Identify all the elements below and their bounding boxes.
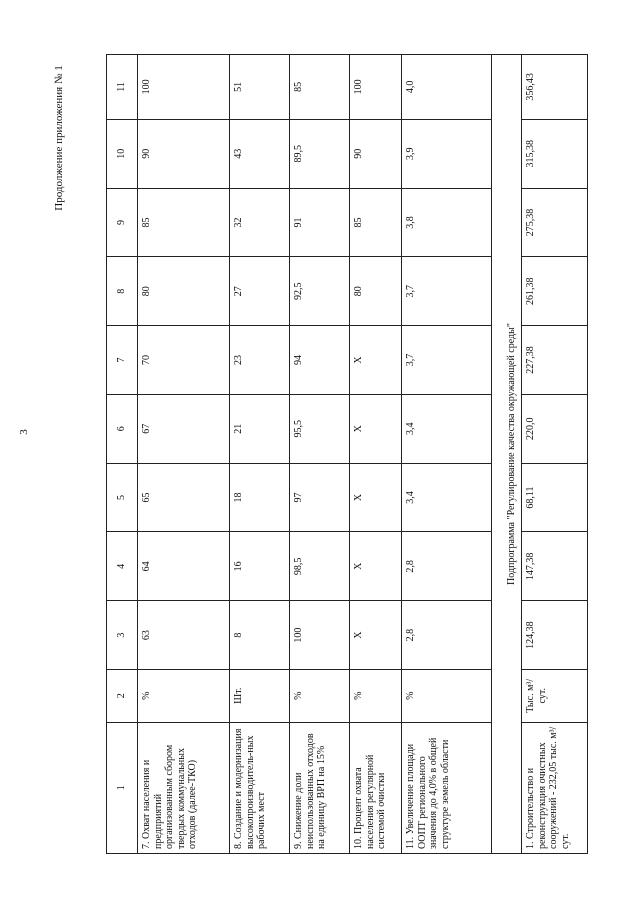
value-cell: 85 <box>290 55 350 120</box>
value-cell: 95,5 <box>290 394 350 463</box>
value-cell: 23 <box>230 326 290 395</box>
value-cell: 64 <box>138 532 230 601</box>
column-header: 4 <box>107 532 138 601</box>
table-row <box>138 55 230 854</box>
column-header: 11 <box>107 55 138 120</box>
value-cell: 261,38 <box>522 257 588 326</box>
page-number: 3 <box>18 429 30 435</box>
value-cell: 63 <box>138 601 230 670</box>
unit-cell: Шт. <box>230 669 290 722</box>
value-cell: 3,9 <box>402 119 492 188</box>
unit-cell: Тыс. м³/сут. <box>522 669 588 722</box>
header-row <box>107 55 138 854</box>
value-cell: 100 <box>290 601 350 670</box>
value-cell: 32 <box>230 188 290 257</box>
value-cell: 43 <box>230 119 290 188</box>
table-row <box>290 55 350 854</box>
value-cell: X <box>350 463 402 532</box>
column-header: 5 <box>107 463 138 532</box>
rotated-table-wrapper <box>106 54 580 854</box>
value-cell: 90 <box>350 119 402 188</box>
value-cell: X <box>350 326 402 395</box>
value-cell: X <box>350 601 402 670</box>
value-cell: 124,38 <box>522 601 588 670</box>
value-cell: 227,38 <box>522 326 588 395</box>
value-cell: 4,0 <box>402 55 492 120</box>
indicator-name: 7. Охват населения и предприятий организованным сбором твердых коммунальных отходов (далее-ТКО) <box>138 722 230 853</box>
value-cell: 21 <box>230 394 290 463</box>
table-row <box>350 55 402 854</box>
value-cell: 91 <box>290 188 350 257</box>
value-cell: 80 <box>350 257 402 326</box>
value-cell: 90 <box>138 119 230 188</box>
indicator-name: 1. Строительство и реконструкция очистных сооружений - 232,05 тыс. м³/сут. <box>522 722 588 853</box>
value-cell: 85 <box>350 188 402 257</box>
value-cell: 220,0 <box>522 394 588 463</box>
indicator-name: 11. Увеличение площади ООПТ регионального значения до 4,0% в общей структуре земель области <box>402 722 492 853</box>
table-row <box>522 55 588 854</box>
unit-cell: % <box>290 669 350 722</box>
value-cell: 51 <box>230 55 290 120</box>
value-cell: 3,8 <box>402 188 492 257</box>
column-header: 6 <box>107 394 138 463</box>
value-cell: 70 <box>138 326 230 395</box>
value-cell: 98,5 <box>290 532 350 601</box>
value-cell: 18 <box>230 463 290 532</box>
column-header: 10 <box>107 119 138 188</box>
value-cell: 94 <box>290 326 350 395</box>
value-cell: 65 <box>138 463 230 532</box>
value-cell: 275,38 <box>522 188 588 257</box>
value-cell: 3,4 <box>402 463 492 532</box>
indicator-name: 10. Процент охвата населения регулярной системой очистки <box>350 722 402 853</box>
table-row <box>230 55 290 854</box>
value-cell: 92,5 <box>290 257 350 326</box>
indicator-name: 9. Снижение доли неиспользованных отходов на единицу ВРП на 15% <box>290 722 350 853</box>
value-cell: 2,8 <box>402 532 492 601</box>
value-cell: 3,7 <box>402 326 492 395</box>
unit-cell: % <box>402 669 492 722</box>
value-cell: 97 <box>290 463 350 532</box>
value-cell: 80 <box>138 257 230 326</box>
column-header: 9 <box>107 188 138 257</box>
value-cell: 89,5 <box>290 119 350 188</box>
column-header: 7 <box>107 326 138 395</box>
value-cell: X <box>350 532 402 601</box>
value-cell: 315,38 <box>522 119 588 188</box>
column-header: 8 <box>107 257 138 326</box>
value-cell: 3,4 <box>402 394 492 463</box>
subprogram-row <box>492 55 522 854</box>
value-cell: 2,8 <box>402 601 492 670</box>
value-cell: 100 <box>350 55 402 120</box>
column-header: 3 <box>107 601 138 670</box>
indicator-name: 8. Создание и модернизация высокопроизводитель-ных рабочих мест <box>230 722 290 853</box>
value-cell: 147,38 <box>522 532 588 601</box>
value-cell: 68,11 <box>522 463 588 532</box>
value-cell: 356,43 <box>522 55 588 120</box>
table-row <box>402 55 492 854</box>
unit-cell: % <box>350 669 402 722</box>
value-cell: 27 <box>230 257 290 326</box>
value-cell: 85 <box>138 188 230 257</box>
value-cell: 8 <box>230 601 290 670</box>
value-cell: 67 <box>138 394 230 463</box>
unit-cell: % <box>138 669 230 722</box>
value-cell: 16 <box>230 532 290 601</box>
value-cell: X <box>350 394 402 463</box>
appendix-caption: Продолжение приложения № 1 <box>53 65 65 211</box>
column-header: 2 <box>107 669 138 722</box>
column-header: 1 <box>107 722 138 853</box>
subprogram-title: Подпрограмма "Регулирование качества окружающей среды" <box>492 55 522 854</box>
value-cell: 100 <box>138 55 230 120</box>
value-cell: 3,7 <box>402 257 492 326</box>
indicators-table <box>106 54 588 854</box>
